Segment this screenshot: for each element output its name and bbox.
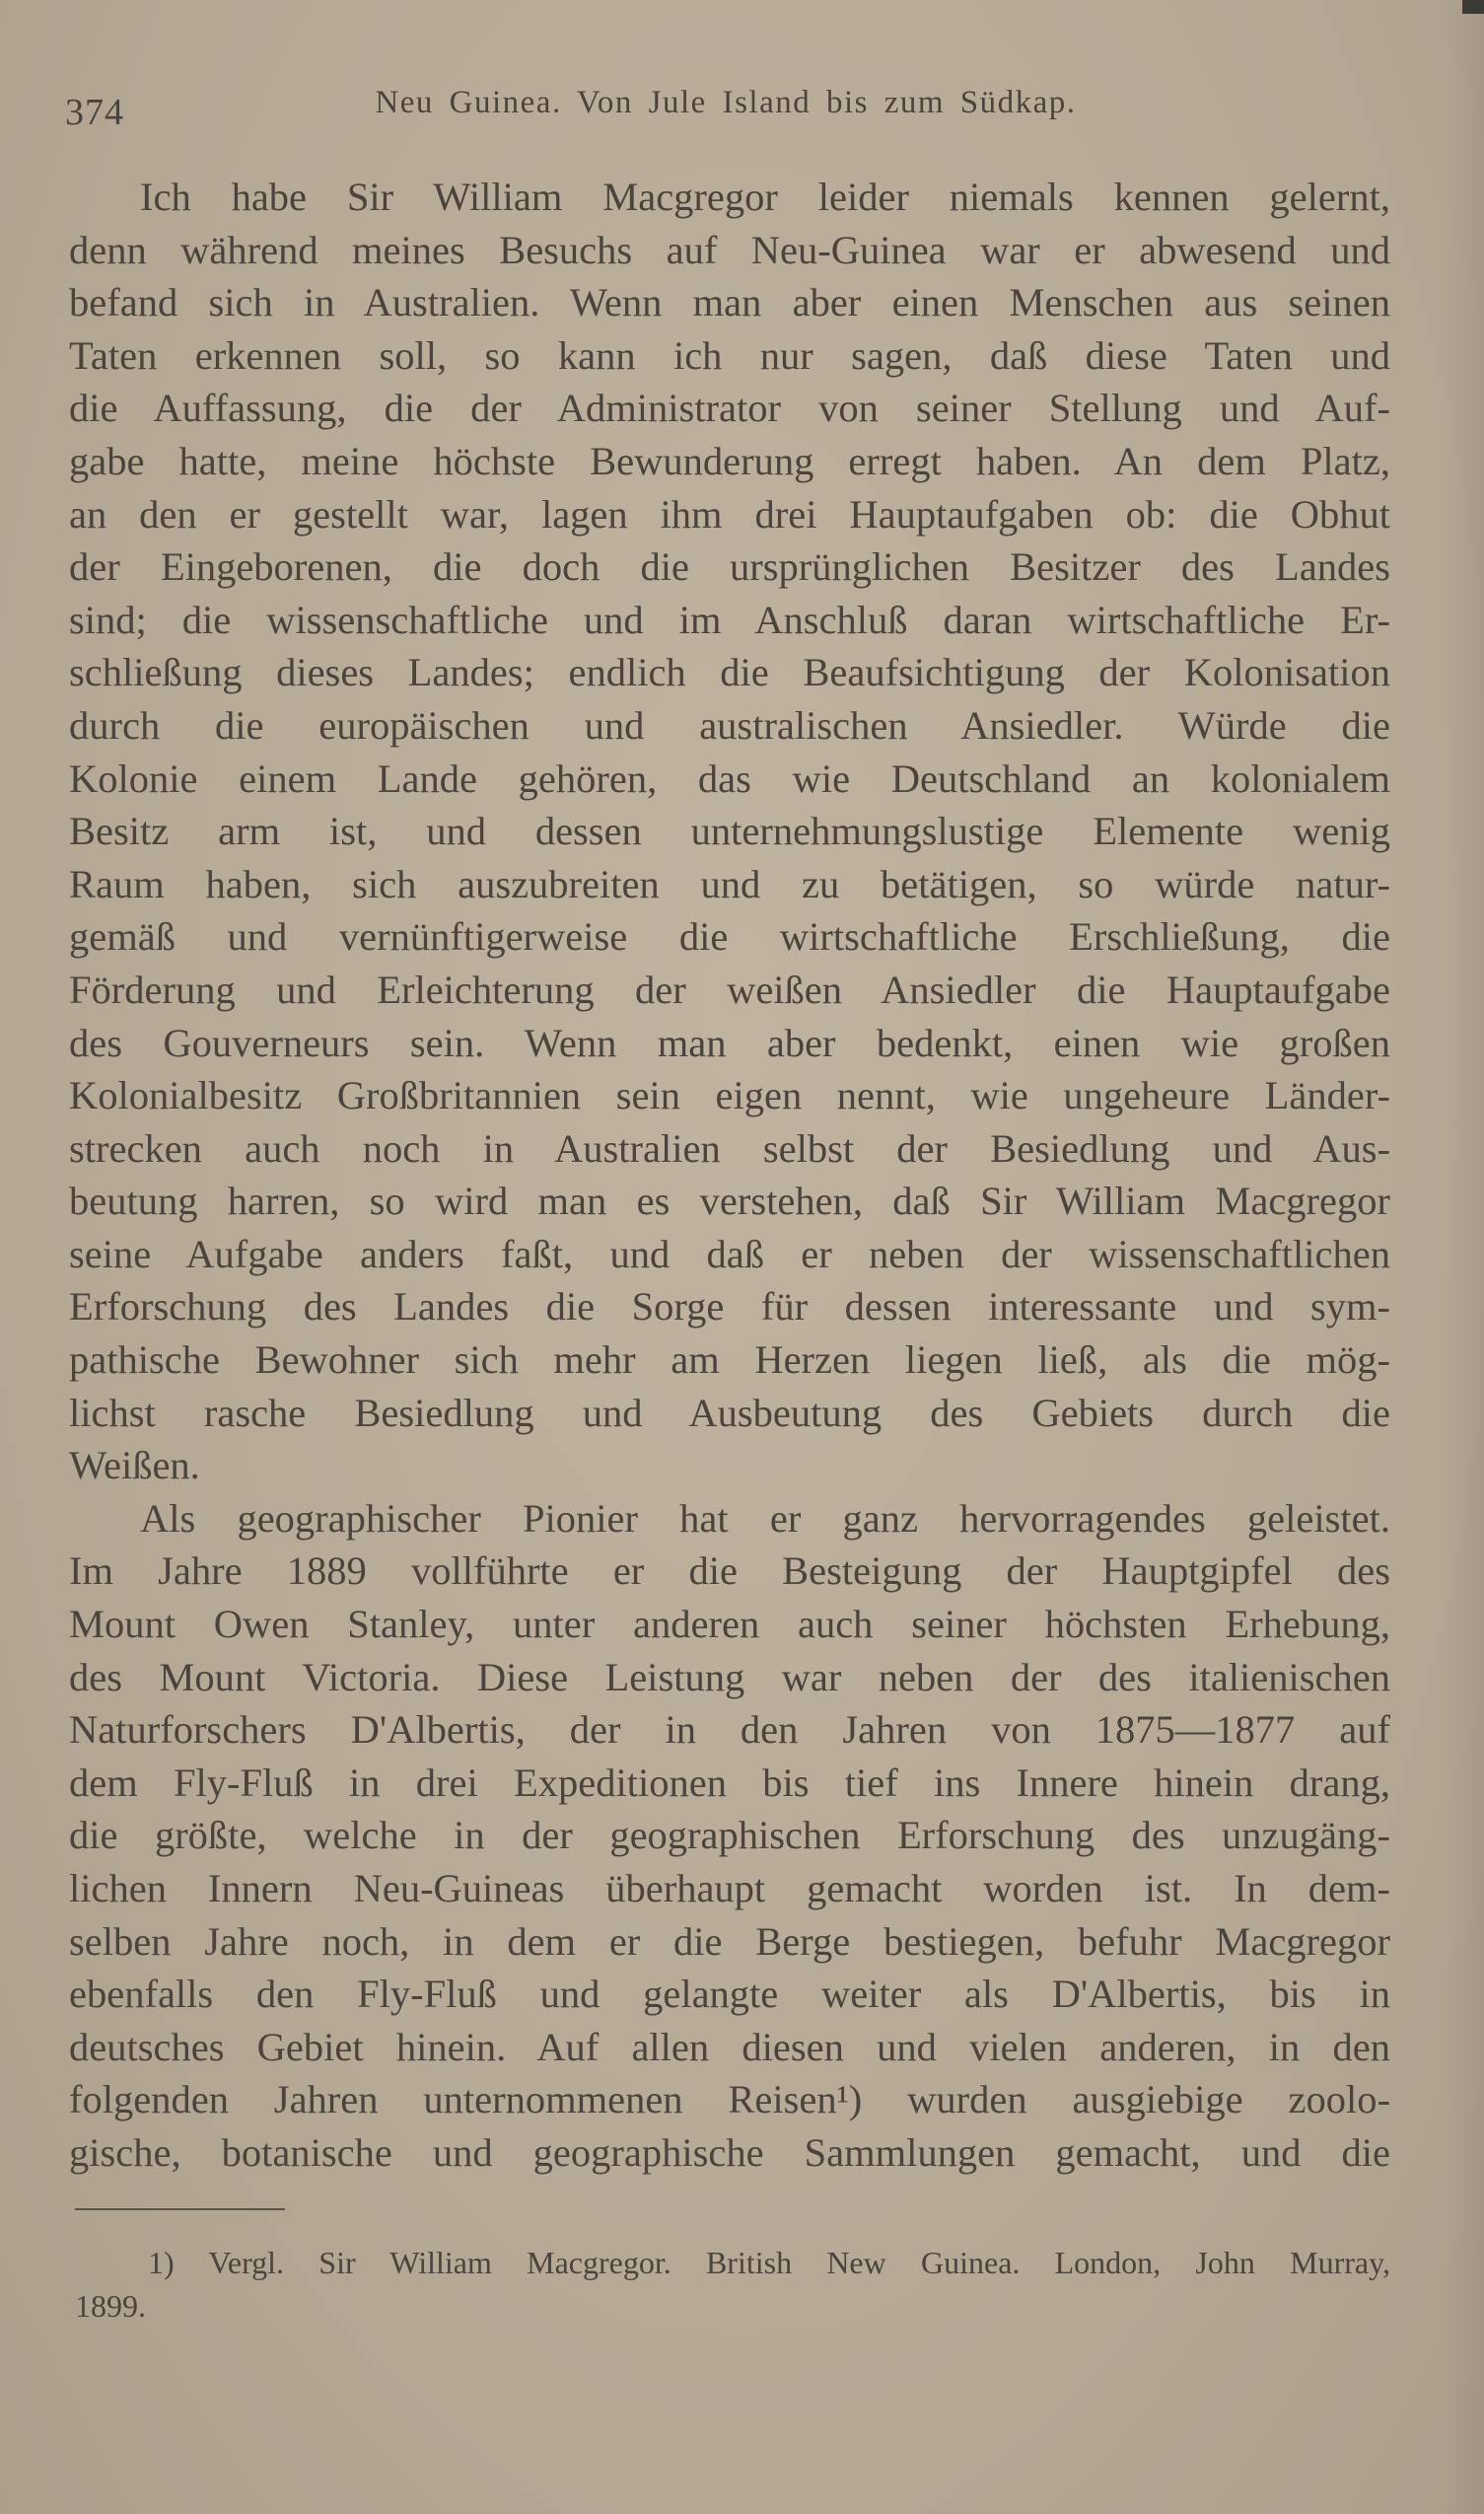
text-line: Kolonialbesitz Großbritannien sein eigen nennt, wie ungeheure Länder- <box>69 1073 1390 1118</box>
text-line: Raum haben, sich auszubreiten und zu betätigen, so würde natur- <box>69 861 1390 906</box>
text-line: Im Jahre 1889 vollführte er die Besteigung der Hauptgipfel des <box>69 1548 1390 1594</box>
page-edge-shadow <box>1445 0 1484 2514</box>
text-line: Ich habe Sir William Macgregor leider niemals kennen gelernt, <box>140 175 1390 219</box>
text-line: Besitz arm ist, und dessen unternehmungslustige Elemente wenig <box>69 809 1390 854</box>
text-line: gische, botanische und geographische Sammlungen gemacht, und die <box>69 2129 1390 2175</box>
text-line: Kolonie einem Lande gehören, das wie Deutschland an kolonialem <box>69 755 1390 801</box>
text-line: folgenden Jahren unternommenen Reisen¹) wurden ausgiebige zoolo- <box>69 2077 1390 2122</box>
text-line: sind; die wissenschaftliche und im Anschluß daran wirtschaftliche Er- <box>69 597 1390 642</box>
text-line: des Mount Victoria. Diese Leistung war neben der des italienischen <box>69 1654 1390 1699</box>
text-line: Als geographischer Pionier hat er ganz hervorragendes geleistet. <box>140 1495 1390 1541</box>
footnote-line: 1899. <box>75 2288 146 2324</box>
text-line: denn während meines Besuchs auf Neu-Guinea war er abwesend und <box>69 227 1390 272</box>
text-line: lichst rasche Besiedlung und Ausbeutung des Gebiets durch die <box>69 1390 1390 1435</box>
body-text <box>69 171 1390 2180</box>
text-line: dem Fly-Fluß in drei Expeditionen bis tief ins Innere hinein drang, <box>69 1760 1390 1805</box>
text-line: Mount Owen Stanley, unter anderen auch seiner höchsten Erhebung, <box>69 1602 1390 1647</box>
page-number: 374 <box>65 92 124 133</box>
text-line: befand sich in Australien. Wenn man aber einen Menschen aus seinen <box>69 280 1390 325</box>
text-line: der Eingeborenen, die doch die ursprünglichen Besitzer des Landes <box>69 544 1390 590</box>
footnote-divider <box>75 2208 285 2210</box>
corner-mark <box>1462 0 1484 14</box>
text-line: Förderung und Erleichterung der weißen Ansiedler die Hauptaufgabe <box>69 967 1390 1012</box>
page-header <box>65 83 1386 132</box>
text-line: seine Aufgabe anders faßt, und daß er neben der wissenschaftlichen <box>69 1231 1390 1276</box>
text-line: Erforschung des Landes die Sorge für dessen interessante und sym- <box>69 1284 1390 1329</box>
text-line: schließung dieses Landes; endlich die Beaufsichtigung der Kolonisation <box>69 650 1390 695</box>
text-line: deutsches Gebiet hinein. Auf allen diesen und vielen anderen, in den <box>69 2024 1390 2069</box>
text-line: Naturforschers D'Albertis, der in den Jahren von 1875—1877 auf <box>69 1707 1390 1753</box>
text-line: Taten erkennen soll, so kann ich nur sagen, daß diese Taten und <box>69 332 1390 378</box>
footnote <box>75 2241 1390 2328</box>
text-line: an den er gestellt war, lagen ihm drei Hauptaufgaben ob: die Obhut <box>69 491 1390 537</box>
running-title: Neu Guinea. Von Jule Island bis zum Südkap. <box>375 85 1077 120</box>
text-line: die größte, welche in der geographischen Erforschung des unzugäng- <box>69 1813 1390 1858</box>
text-line: lichen Innern Neu-Guineas überhaupt gemacht worden ist. In dem- <box>69 1866 1390 1910</box>
text-line: beutung harren, so wird man es verstehen, daß Sir William Macgregor <box>69 1179 1390 1224</box>
text-line: selben Jahre noch, in dem er die Berge bestiegen, befuhr Macgregor <box>69 1918 1390 1964</box>
text-line: des Gouverneurs sein. Wenn man aber bedenkt, einen wie großen <box>69 1020 1390 1065</box>
text-line: Weißen. <box>69 1443 200 1488</box>
text-line: durch die europäischen und australischen Ansiedler. Würde die <box>69 702 1390 748</box>
text-line: strecken auch noch in Australien selbst der Besiedlung und Aus- <box>69 1125 1390 1171</box>
footnote-line: 1) Vergl. Sir William Macgregor. British New Guinea. London, John Murray, <box>148 2245 1390 2280</box>
text-line: gemäß und vernünftigerweise die wirtschaftliche Erschließung, die <box>69 914 1390 960</box>
text-line: gabe hatte, meine höchste Bewunderung erregt haben. An dem Platz, <box>69 438 1390 483</box>
text-line: die Auffassung, die der Administrator von seiner Stellung und Auf- <box>69 386 1390 431</box>
text-line: ebenfalls den Fly-Fluß und gelangte weiter als D'Albertis, bis in <box>69 1972 1390 2017</box>
text-line: pathische Bewohner sich mehr am Herzen liegen ließ, als die mög- <box>69 1337 1390 1383</box>
